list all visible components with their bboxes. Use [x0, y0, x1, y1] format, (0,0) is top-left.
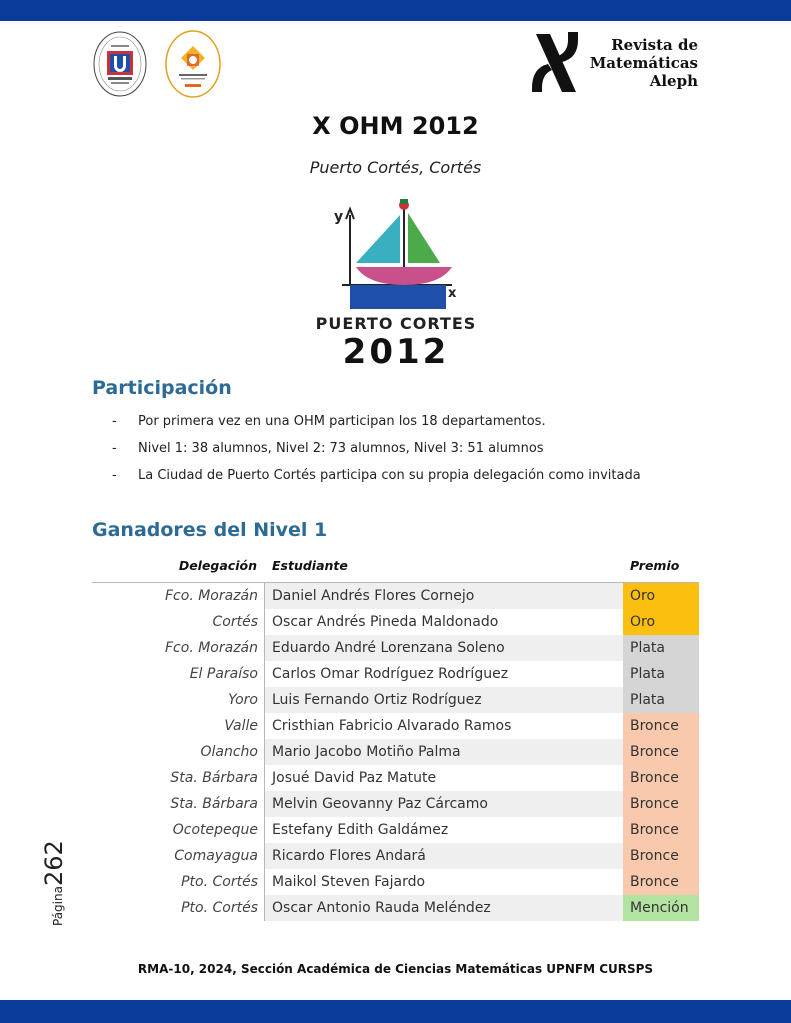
table-header: [92, 556, 699, 583]
footer-citation: RMA-10, 2024, Sección Académica de Ciencias Matemáticas UPNFM CURSPS: [137, 962, 654, 976]
upnfm-logo: [165, 30, 221, 98]
table-row: [92, 843, 699, 869]
list-item-text: Por primera vez en una OHM participan los 18 departamentos.: [138, 414, 546, 429]
award-cell: Bronce: [623, 843, 699, 869]
aleph-logo-icon: [528, 28, 584, 98]
student-cell: Oscar Andrés Pineda Maldonado: [264, 609, 623, 635]
column-header-student: Estudiante: [272, 558, 348, 573]
table-row: [92, 739, 699, 765]
delegation-cell: Pto. Cortés: [181, 900, 258, 916]
delegation-cell: Sta. Bárbara: [170, 796, 258, 812]
table-row: [92, 895, 699, 921]
journal-line-3: Aleph: [649, 72, 698, 90]
winners-heading: Ganadores del Nivel 1: [92, 519, 328, 541]
table-row: [92, 635, 699, 661]
event-logo: [312, 193, 480, 373]
award-cell: Oro: [623, 609, 699, 635]
logo-axis-y: y: [334, 209, 344, 225]
delegation-cell: Cortés: [212, 614, 258, 630]
delegation-cell: Comayagua: [174, 848, 258, 864]
journal-line-2: Matemáticas: [589, 54, 698, 72]
list-item: - Por primera vez en una OHM participan los 18 departamentos.: [112, 414, 546, 429]
page-number: [40, 836, 72, 926]
award-cell: Plata: [623, 687, 699, 713]
delegation-cell: Sta. Bárbara: [170, 770, 258, 786]
student-cell: Luis Fernando Ortiz Rodríguez: [264, 687, 623, 713]
top-band: [0, 0, 791, 21]
student-cell: Oscar Antonio Rauda Meléndez: [264, 895, 623, 921]
bottom-band: [0, 1000, 791, 1023]
table-row: [92, 817, 699, 843]
page-number-value: 262: [40, 840, 68, 887]
list-item: - Nivel 1: 38 alumnos, Nivel 2: 73 alumnos, Nivel 3: 51 alumnos: [112, 441, 544, 456]
student-cell: Cristhian Fabricio Alvarado Ramos: [264, 713, 623, 739]
table-row: [92, 765, 699, 791]
award-cell: Bronce: [623, 739, 699, 765]
participation-list: [112, 412, 641, 493]
student-cell: Daniel Andrés Flores Cornejo: [264, 583, 623, 609]
award-cell: Mención: [623, 895, 699, 921]
delegation-cell: El Paraíso: [189, 666, 258, 682]
student-cell: Estefany Edith Galdámez: [264, 817, 623, 843]
student-cell: Josué David Paz Matute: [264, 765, 623, 791]
winners-table: [92, 556, 699, 921]
logo-axis-x: x: [448, 286, 457, 301]
delegation-cell: Ocotepeque: [172, 822, 258, 838]
award-cell: Bronce: [623, 869, 699, 895]
table-row: [92, 583, 699, 609]
student-cell: Eduardo André Lorenzana Soleno: [264, 635, 623, 661]
journal-line-1: Revista de: [611, 36, 698, 54]
delegation-cell: Olancho: [200, 744, 258, 760]
student-cell: Mario Jacobo Motiño Palma: [264, 739, 623, 765]
student-cell: Maikol Steven Fajardo: [264, 869, 623, 895]
award-cell: Bronce: [623, 765, 699, 791]
column-header-delegation: Delegación: [178, 558, 257, 573]
delegation-cell: Yoro: [228, 692, 258, 708]
journal-name: [584, 36, 698, 90]
delegation-cell: Pto. Cortés: [181, 874, 258, 890]
university-seal-logo: [93, 31, 147, 97]
award-cell: Plata: [623, 635, 699, 661]
logo-text-line2: 2012: [342, 332, 450, 372]
student-cell: Carlos Omar Rodríguez Rodríguez: [264, 661, 623, 687]
table-row: [92, 687, 699, 713]
participation-heading: Participación: [92, 377, 232, 399]
award-cell: Oro: [623, 583, 699, 609]
delegation-cell: Fco. Morazán: [165, 588, 258, 604]
student-cell: Melvin Geovanny Paz Cárcamo: [264, 791, 623, 817]
award-cell: Bronce: [623, 713, 699, 739]
list-item-text: La Ciudad de Puerto Cortés participa con su propia delegación como invitada: [138, 468, 641, 483]
list-item: - La Ciudad de Puerto Cortés participa con su propia delegación como invitada: [112, 468, 641, 483]
table-row: [92, 713, 699, 739]
delegation-cell: Valle: [224, 718, 258, 734]
column-header-award: Premio: [630, 558, 680, 573]
table-body: [92, 583, 699, 921]
table-row: [92, 661, 699, 687]
page-label: Página: [51, 886, 65, 926]
student-cell: Ricardo Flores Andará: [264, 843, 623, 869]
list-item-text: Nivel 1: 38 alumnos, Nivel 2: 73 alumnos, Nivel 3: 51 alumnos: [138, 441, 544, 456]
table-row: [92, 869, 699, 895]
delegation-cell: Fco. Morazán: [165, 640, 258, 656]
page-subtitle: Puerto Cortés, Cortés: [309, 158, 482, 177]
award-cell: Bronce: [623, 791, 699, 817]
logo-text-line1: PUERTO CORTES: [315, 314, 477, 333]
award-cell: Plata: [623, 661, 699, 687]
table-row: [92, 609, 699, 635]
page-title: X OHM 2012: [312, 112, 479, 140]
award-cell: Bronce: [623, 817, 699, 843]
table-row: [92, 791, 699, 817]
